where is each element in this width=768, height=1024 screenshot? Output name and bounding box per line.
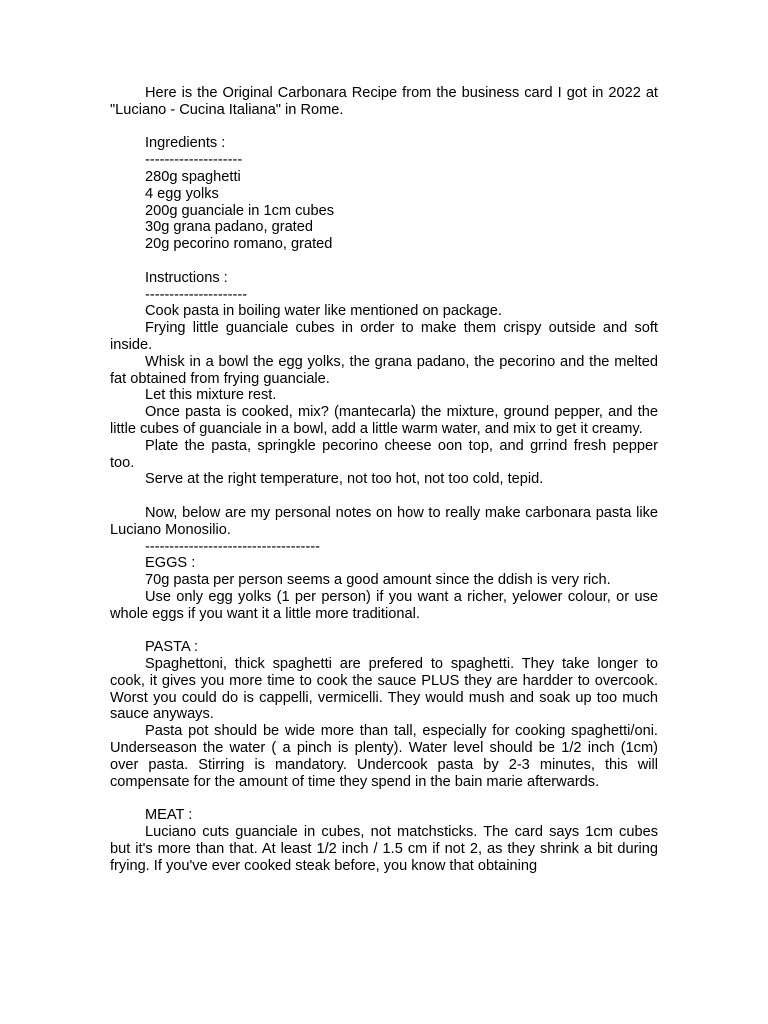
ingredient-item: 30g grana padano, grated bbox=[145, 219, 313, 236]
ingredients-rule: -------------------- bbox=[145, 152, 243, 169]
pasta-paragraph: Spaghettoni, thick spaghetti are prefered to spaghetti. They take longer to cook, it gives you more time to cook the sauce PLUS they are hardder to overcook. Worst you could do is cappelli, vermicelli. They would mush and soak up too much sauce anyways. bbox=[110, 656, 658, 723]
instruction-step: Serve at the right temperature, not too hot, not too cold, tepid. bbox=[145, 471, 544, 488]
ingredient-item: 200g guanciale in 1cm cubes bbox=[145, 202, 335, 219]
instructions-rule: --------------------- bbox=[145, 286, 248, 303]
spacer bbox=[110, 790, 658, 807]
instruction-step: Plate the pasta, springkle pecorino cheese oon top, and grrind fresh pepper too. bbox=[110, 437, 658, 471]
eggs-heading: EGGS : bbox=[145, 555, 196, 572]
pasta-paragraph: Pasta pot should be wide more than tall, especially for cooking spaghetti/oni. Underseason the water ( a pinch is plenty). Water level should be 1/2 inch (1cm) over pasta. Stirring is mandatory. Undercook pasta by 2-3 minutes, this will compensate for the amount of time they spend in the bain marie afterwards. bbox=[110, 723, 658, 790]
spacer bbox=[110, 253, 658, 270]
ingredient-item: 20g pecorino romano, grated bbox=[145, 236, 333, 253]
instruction-step: Cook pasta in boiling water like mentioned on package. bbox=[145, 303, 502, 320]
spacer bbox=[110, 119, 658, 136]
instruction-step: Let this mixture rest. bbox=[145, 387, 277, 404]
document-page bbox=[110, 85, 658, 874]
instruction-step: Once pasta is cooked, mix? (mantecarla) the mixture, ground pepper, and the little cubes of guanciale in a bowl, add a little warm water, and mix to get it creamy. bbox=[110, 404, 658, 437]
ingredient-item: 280g spaghetti bbox=[145, 168, 241, 185]
ingredient-item: 4 egg yolks bbox=[145, 185, 219, 202]
instruction-step: Frying little guanciale cubes in order to make them crispy outside and soft inside. bbox=[110, 320, 658, 353]
ingredients-heading: Ingredients : bbox=[145, 135, 226, 152]
notes-intro: Now, below are my personal notes on how to really make carbonara pasta like Luciano Monosilio. bbox=[110, 504, 658, 538]
eggs-paragraph: Use only egg yolks (1 per person) if you want a richer, yelower colour, or use whole eggs if you want it a little more traditional. bbox=[110, 588, 658, 622]
instruction-step: Whisk in a bowl the egg yolks, the grana padano, the pecorino and the melted fat obtained from frying guanciale. bbox=[110, 353, 658, 387]
instructions-heading: Instructions : bbox=[145, 269, 228, 286]
spacer bbox=[110, 623, 658, 640]
pasta-heading: PASTA : bbox=[145, 639, 198, 656]
meat-heading: MEAT : bbox=[145, 807, 193, 824]
eggs-paragraph: 70g pasta per person seems a good amount since the ddish is very rich. bbox=[145, 572, 611, 589]
meat-paragraph: Luciano cuts guanciale in cubes, not matchsticks. The card says 1cm cubes but it's more than that. At least 1/2 inch / 1.5 cm if not 2, as they shrink a bit during frying. If you've ever cooked steak before, you know that obtaining bbox=[110, 824, 658, 874]
intro-paragraph: Here is the Original Carbonara Recipe from the business card I got in 2022 at "Luciano - Cucina Italiana" in Rome. bbox=[110, 85, 658, 118]
spacer bbox=[110, 488, 658, 505]
notes-rule: ------------------------------------ bbox=[145, 538, 320, 555]
